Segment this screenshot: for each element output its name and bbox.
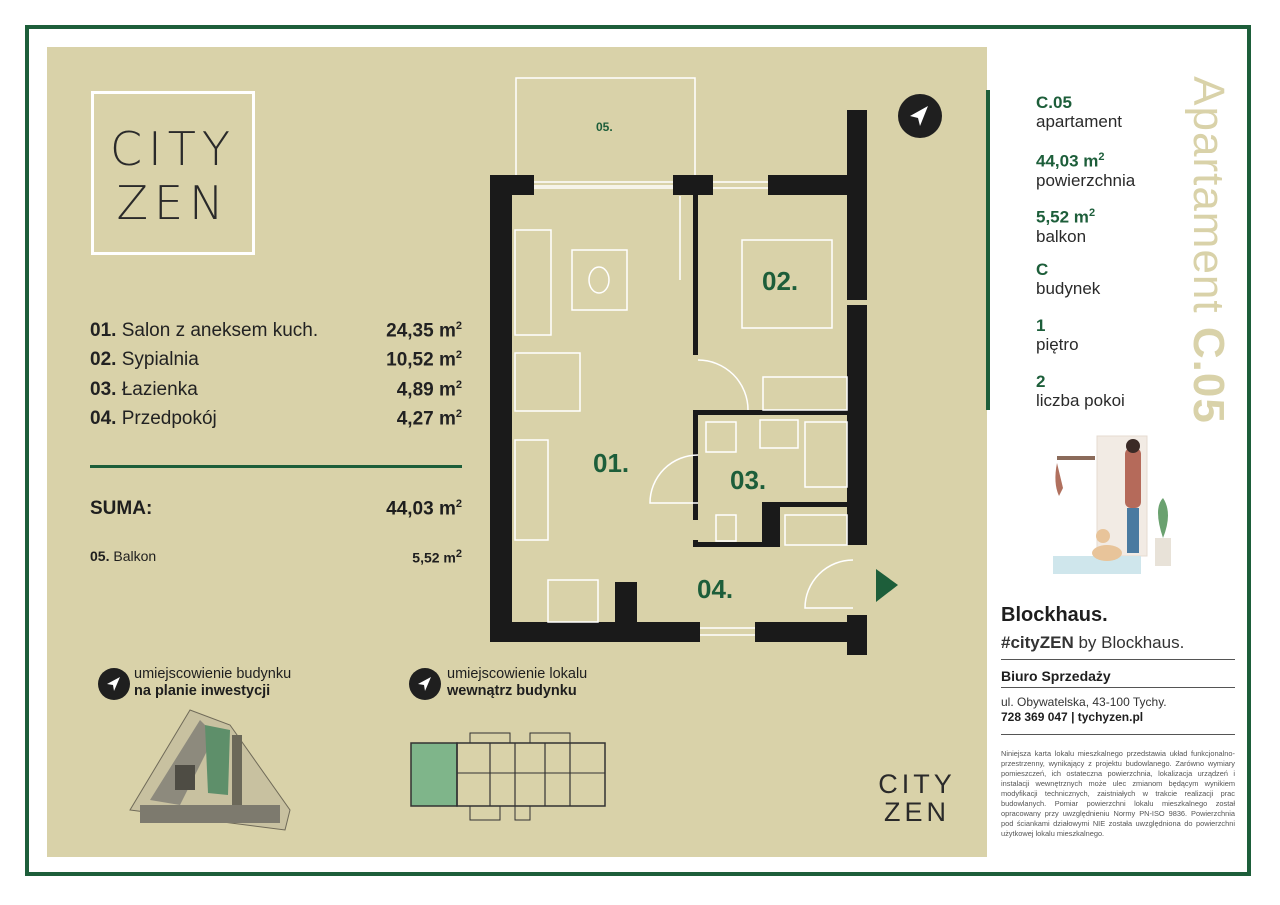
- detail-value: 1: [1036, 316, 1046, 335]
- detail-label: apartament: [1036, 112, 1122, 131]
- navigation-arrow-icon: [98, 668, 130, 700]
- room-row-02: [90, 349, 462, 375]
- balcony-area: 5,52 $m^2$: [412, 548, 462, 566]
- room-area: 10,52 $m^2$: [386, 349, 462, 371]
- separator: [1001, 734, 1235, 735]
- detail-floor: [1036, 316, 1079, 354]
- room-area: 24,35 $m^2$: [386, 320, 462, 342]
- caption-line-bold: wewnątrz budynku: [447, 683, 577, 699]
- detail-balcony: [1036, 204, 1095, 246]
- balcony-row: [90, 548, 462, 564]
- room-row-03: [90, 379, 462, 405]
- plan-label-05: 05.: [596, 120, 613, 134]
- logo-line-zen: ZEN: [116, 176, 230, 230]
- room-number: 02.: [90, 349, 117, 370]
- caption-line-bold: na planie inwestycji: [134, 683, 271, 699]
- balcony-number: 05.: [90, 548, 110, 564]
- room-row-01: [90, 320, 462, 346]
- room-name: Łazienka: [121, 379, 198, 400]
- cityzen-logo: [91, 91, 255, 255]
- vertical-apartment-title: [1183, 76, 1233, 424]
- detail-label: liczba pokoi: [1036, 391, 1125, 410]
- disclaimer-text: Niniejsza karta lokalu mieszkalnego przedstawia układ funkcjonalno-przestrzenny, wynikający z projektu budowlanego. Zarówno wymiary pomieszczeń, ich ostateczna powierzchnia, lokalizacja urządzeń i instalacji wewnętrznych może ulec zmianom będącym wynikiem modyfikacji technicznych, zaistniałych w trakcie realizacji prac budowlanych. Pomiar powierzchni lokalu mieszkalnego został opracowany przy uwzględnieniu Normy PN-ISO 9836. Powierzchnia pod ściankami działowymi NIE została uwzględniona do powierzchni użytkowej lokalu mieszkalnego.: [1001, 749, 1235, 838]
- detail-label: budynek: [1036, 279, 1101, 298]
- vertical-title-code: C.05: [1184, 326, 1233, 424]
- north-arrow-icon: [898, 94, 942, 138]
- balcony-name: Balkon: [113, 548, 157, 564]
- sales-office-address: ul. Obywatelska, 43-100 Tychy.: [1001, 695, 1167, 709]
- room-name: Salon z aneksem kuch.: [121, 320, 319, 341]
- detail-label: piętro: [1036, 335, 1079, 354]
- lifestyle-illustration: [1045, 428, 1190, 578]
- accent-bar: [986, 90, 990, 410]
- detail-area: [1036, 148, 1135, 190]
- small-logo-line-zen: ZEN: [884, 797, 950, 827]
- detail-value: C.05: [1036, 93, 1072, 112]
- divider: [90, 465, 462, 468]
- detail-value: C: [1036, 260, 1049, 279]
- navigation-arrow-icon: [409, 668, 441, 700]
- unit-location-caption: [447, 666, 587, 700]
- room-name: Przedpokój: [121, 408, 217, 429]
- room-name: Sypialnia: [121, 349, 199, 370]
- room-number: 03.: [90, 379, 117, 400]
- detail-code: [1036, 93, 1122, 131]
- plan-label-04: 04.: [697, 574, 734, 604]
- room-number: 04.: [90, 408, 117, 429]
- sum-label: SUMA:: [90, 498, 153, 519]
- sum-area: 44,03 $m^2$: [386, 498, 462, 520]
- sum-row: [90, 498, 462, 520]
- caption-line: umiejscowienie lokalu: [447, 666, 588, 682]
- apartment-floor-plan: [480, 70, 900, 670]
- building-location-caption: [134, 666, 291, 700]
- sales-office-contact: 728 369 047 | tychyzen.pl: [1001, 710, 1144, 724]
- developer-name: Blockhaus.: [1001, 604, 1108, 626]
- detail-label: balkon: [1036, 226, 1087, 246]
- room-row-04: [90, 408, 462, 434]
- room-area: 4,27 $m^2$: [396, 408, 462, 430]
- caption-line: umiejscowienie budynku: [134, 666, 292, 682]
- detail-rooms: [1036, 372, 1125, 410]
- detail-value: 2: [1036, 372, 1046, 391]
- plan-label-03: 03.: [730, 465, 767, 495]
- plan-label-01: 01.: [593, 448, 630, 478]
- detail-value: 44,03 $m^2$: [1036, 151, 1105, 171]
- sales-office-title: Biuro Sprzedaży: [1001, 668, 1111, 684]
- logo-line-city: CITY: [110, 122, 236, 176]
- detail-label: powierzchnia: [1036, 170, 1136, 190]
- small-logo-line-city: CITY: [878, 769, 956, 799]
- developer-hashtag: #cityZEN by Blockhaus.: [1001, 633, 1185, 652]
- room-number: 01.: [90, 320, 117, 341]
- room-area: 4,89 $m^2$: [396, 379, 462, 401]
- vertical-title-word: Apartament: [1184, 76, 1233, 314]
- site-plan-map: [120, 705, 295, 835]
- plan-label-02: 02.: [762, 266, 799, 296]
- cityzen-small-logo: [872, 770, 962, 826]
- detail-building: [1036, 260, 1100, 298]
- separator: [1001, 687, 1235, 688]
- detail-value: 5,52 $m^2$: [1036, 207, 1096, 227]
- separator: [1001, 659, 1235, 660]
- building-plan-map: [410, 728, 610, 823]
